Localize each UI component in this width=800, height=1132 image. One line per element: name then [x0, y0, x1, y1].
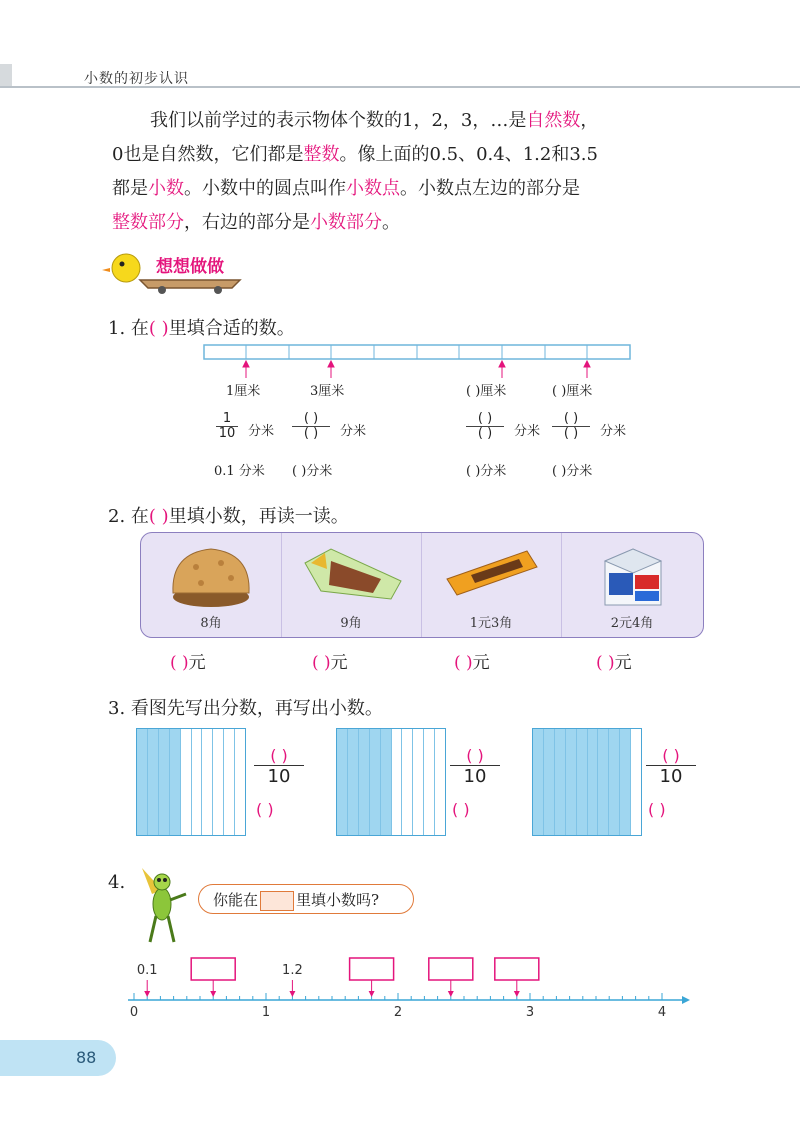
- decimal-answer-3[interactable]: ( ): [648, 800, 666, 819]
- answer-box-arrow-head: [514, 991, 520, 997]
- term-decimal-part: 小数部分: [310, 212, 382, 233]
- grid-cell-shaded: [370, 729, 381, 835]
- chapter-title: 小数的初步认识: [84, 71, 189, 87]
- header-tab: [0, 64, 12, 88]
- axis-label: 1: [261, 1005, 271, 1020]
- axis-label: 4: [657, 1005, 667, 1020]
- blank-cm-a[interactable]: ( )厘米: [466, 384, 507, 399]
- grid-cell-shaded: [337, 729, 348, 835]
- decimal-answer-1[interactable]: ( ): [256, 800, 274, 819]
- milk-carton-icon: [561, 533, 703, 613]
- axis-label: 2: [393, 1005, 403, 1020]
- price-label: 2元4角: [610, 616, 654, 631]
- answer-box[interactable]: [191, 958, 235, 980]
- grid-cell: [213, 729, 224, 835]
- grid-cell-shaded: [533, 729, 544, 835]
- answer-box[interactable]: [495, 958, 539, 980]
- grid-cell-shaded: [588, 729, 599, 835]
- intro-line-2: 0也是自然数，它们都是整数。像上面的0.5、0.4、1.2和3.5: [112, 144, 598, 165]
- page-number: 88: [76, 1048, 97, 1067]
- grid-cell: [202, 729, 213, 835]
- known-point-arrow-head: [289, 991, 295, 997]
- bread-icon: [141, 533, 281, 613]
- price-label: 8角: [200, 616, 222, 631]
- known-point-label: 0.1: [136, 963, 158, 978]
- answer-blank[interactable]: ( ): [148, 506, 169, 527]
- answer-box-arrow-head: [210, 991, 216, 997]
- yuan-answer-1[interactable]: ( )元: [170, 653, 206, 673]
- grid-cell-shaded: [566, 729, 577, 835]
- grid-cell: [631, 729, 641, 835]
- food-item-candy: [281, 533, 422, 637]
- food-price-panel: [140, 532, 704, 638]
- fraction-one-tenth: 1 10: [216, 412, 238, 441]
- grid-cell: [392, 729, 403, 835]
- grid-cell: [235, 729, 245, 835]
- unit-dm: 分米: [340, 424, 367, 439]
- food-item-snack-bar: [421, 533, 562, 637]
- intro-paragraph: [112, 104, 712, 240]
- q4-number: 4.: [108, 872, 126, 893]
- answer-box-arrow-head: [448, 991, 454, 997]
- grid-cell-shaded: [555, 729, 566, 835]
- tenths-grid-1: [136, 728, 246, 836]
- grid-cell: [435, 729, 445, 835]
- grid-cell-shaded: [598, 729, 609, 835]
- snack-bar-icon: [421, 533, 561, 613]
- food-item-milk: [561, 533, 703, 637]
- yuan-answer-4[interactable]: ( )元: [596, 653, 632, 673]
- label-3cm: 3厘米: [310, 384, 345, 399]
- page-number-tab: [0, 1040, 116, 1076]
- grid-cell-shaded: [577, 729, 588, 835]
- unit-dm: 分米: [514, 424, 541, 439]
- grid-cell: [413, 729, 424, 835]
- price-label: 1元3角: [469, 616, 513, 631]
- answer-box-arrow-head: [369, 991, 375, 997]
- known-point-label: 1.2: [282, 963, 303, 978]
- unit-dm: 分米: [248, 424, 275, 439]
- grid-cell: [181, 729, 192, 835]
- term-decimal-point: 小数点: [346, 178, 400, 199]
- q2-prompt: 2. 在( )里填小数，再读一读。: [108, 506, 349, 527]
- fraction-answer-1[interactable]: ( ) 10: [254, 746, 304, 787]
- grid-cell: [402, 729, 413, 835]
- grid-cell-shaded: [359, 729, 370, 835]
- yuan-answer-2[interactable]: ( )元: [312, 653, 348, 673]
- answer-box[interactable]: [350, 958, 394, 980]
- grid-cell-shaded: [137, 729, 148, 835]
- term-decimal: 小数: [148, 178, 184, 199]
- blank-fraction-2[interactable]: ( ) ( ): [466, 412, 504, 441]
- fraction-answer-2[interactable]: ( ) 10: [450, 746, 500, 787]
- axis-label: 3: [525, 1005, 535, 1020]
- grid-cell-shaded: [609, 729, 620, 835]
- blank-box-sample: [260, 891, 294, 911]
- grid-cell-shaded: [170, 729, 181, 835]
- intro-line-4: 整数部分，右边的部分是小数部分。: [112, 212, 400, 233]
- price-label: 9角: [340, 616, 362, 631]
- blank-dm-3[interactable]: ( )分米: [552, 464, 593, 479]
- food-item-bread: [141, 533, 282, 637]
- term-integer: 整数: [303, 144, 340, 165]
- label-1cm: 1厘米: [226, 384, 261, 399]
- q3-prompt: 3. 看图先写出分数，再写出小数。: [108, 698, 383, 719]
- grid-cell-shaded: [159, 729, 170, 835]
- grid-cell: [192, 729, 203, 835]
- grasshopper-icon: [136, 860, 196, 948]
- grid-cell-shaded: [148, 729, 159, 835]
- yuan-answer-3[interactable]: ( )元: [454, 653, 490, 673]
- axis-label: 0: [129, 1005, 139, 1020]
- label-0.1dm: 0.1 分米: [214, 464, 265, 479]
- blank-cm-b[interactable]: ( )厘米: [552, 384, 593, 399]
- ruler: [200, 342, 634, 382]
- intro-line-1: 我们以前学过的表示物体个数的1，2，3，…是自然数，: [150, 110, 599, 131]
- tenths-grid-2: [336, 728, 446, 836]
- blank-dm-2[interactable]: ( )分米: [466, 464, 507, 479]
- grid-cell-shaded: [348, 729, 359, 835]
- known-point-arrow-head: [144, 991, 150, 997]
- number-line: [120, 950, 700, 1030]
- answer-blank[interactable]: ( ): [148, 318, 169, 339]
- intro-line-3: 都是小数。小数中的圆点叫作小数点。小数点左边的部分是: [112, 178, 580, 199]
- decimal-answer-2[interactable]: ( ): [452, 800, 470, 819]
- axis-arrow: [682, 996, 690, 1004]
- blank-fraction-1[interactable]: ( ) ( ): [292, 412, 330, 441]
- grid-cell: [424, 729, 435, 835]
- speech-bubble: 你能在 里填小数吗?: [198, 884, 414, 914]
- answer-box[interactable]: [429, 958, 473, 980]
- section-title: 想想做做: [156, 257, 224, 277]
- grid-cell-shaded: [620, 729, 631, 835]
- grid-cell-shaded: [544, 729, 555, 835]
- term-integer-part: 整数部分: [112, 212, 184, 233]
- blank-dm-1[interactable]: ( )分米: [292, 464, 333, 479]
- q1-prompt: 1. 在( )里填合适的数。: [108, 318, 295, 339]
- candy-icon: [281, 533, 421, 613]
- grid-cell: [224, 729, 235, 835]
- term-natural-number: 自然数: [526, 110, 581, 131]
- grid-cell-shaded: [381, 729, 392, 835]
- tenths-grid-3: [532, 728, 642, 836]
- blank-fraction-3[interactable]: ( ) ( ): [552, 412, 590, 441]
- unit-dm: 分米: [600, 424, 627, 439]
- fraction-answer-3[interactable]: ( ) 10: [646, 746, 696, 787]
